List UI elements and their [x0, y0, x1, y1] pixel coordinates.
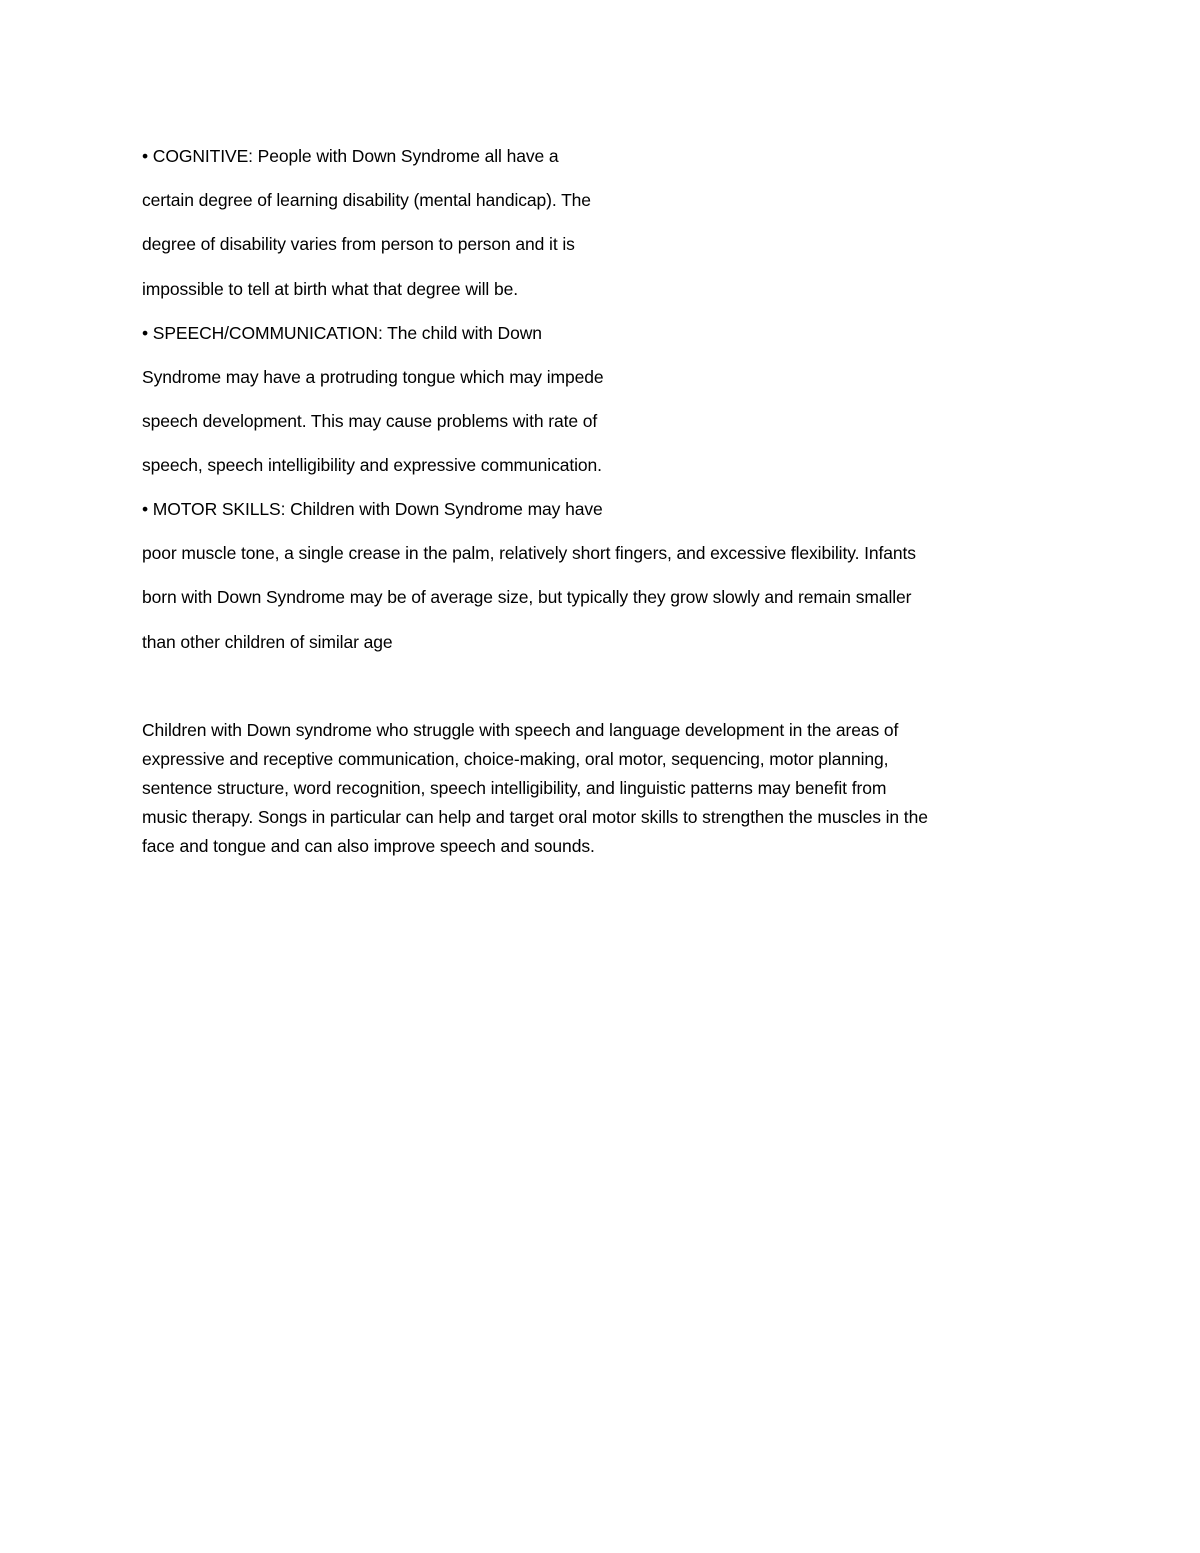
- cognitive-bullet-line-1: • COGNITIVE: People with Down Syndrome all have a: [142, 146, 559, 166]
- motor-bullet-line-2: poor muscle tone, a single crease in the palm, relatively short fingers, and excessive flexibility. Infants: [142, 543, 916, 563]
- paragraph-line: expressive and receptive communication, choice-making, oral motor, sequencing, motor planning,: [142, 749, 889, 769]
- paragraph-line: music therapy. Songs in particular can help and target oral motor skills to strengthen the muscles in the: [142, 807, 928, 827]
- motor-bullet-line-3: born with Down Syndrome may be of average size, but typically they grow slowly and remain smaller: [142, 587, 912, 607]
- cognitive-bullet-line-2: certain degree of learning disability (mental handicap). The: [142, 190, 591, 210]
- cognitive-bullet-line-3: degree of disability varies from person to person and it is: [142, 234, 575, 254]
- paragraph-line: sentence structure, word recognition, speech intelligibility, and linguistic patterns may benefit from: [142, 778, 887, 798]
- music-therapy-paragraph: [142, 716, 1047, 861]
- paragraph-line: Children with Down syndrome who struggle with speech and language development in the areas of: [142, 720, 899, 740]
- paragraph-line: face and tongue and can also improve speech and sounds.: [142, 836, 595, 856]
- speech-bullet-line-1: • SPEECH/COMMUNICATION: The child with Down: [142, 323, 542, 343]
- speech-bullet-line-2: Syndrome may have a protruding tongue which may impede: [142, 367, 604, 387]
- speech-bullet-line-3: speech development. This may cause problems with rate of: [142, 411, 598, 431]
- speech-bullet-line-4: speech, speech intelligibility and expressive communication.: [142, 455, 602, 475]
- motor-bullet-line-4: than other children of similar age: [142, 632, 393, 652]
- cognitive-bullet-line-4: impossible to tell at birth what that degree will be.: [142, 279, 519, 299]
- motor-bullet-line-1: • MOTOR SKILLS: Children with Down Syndrome may have: [142, 499, 603, 519]
